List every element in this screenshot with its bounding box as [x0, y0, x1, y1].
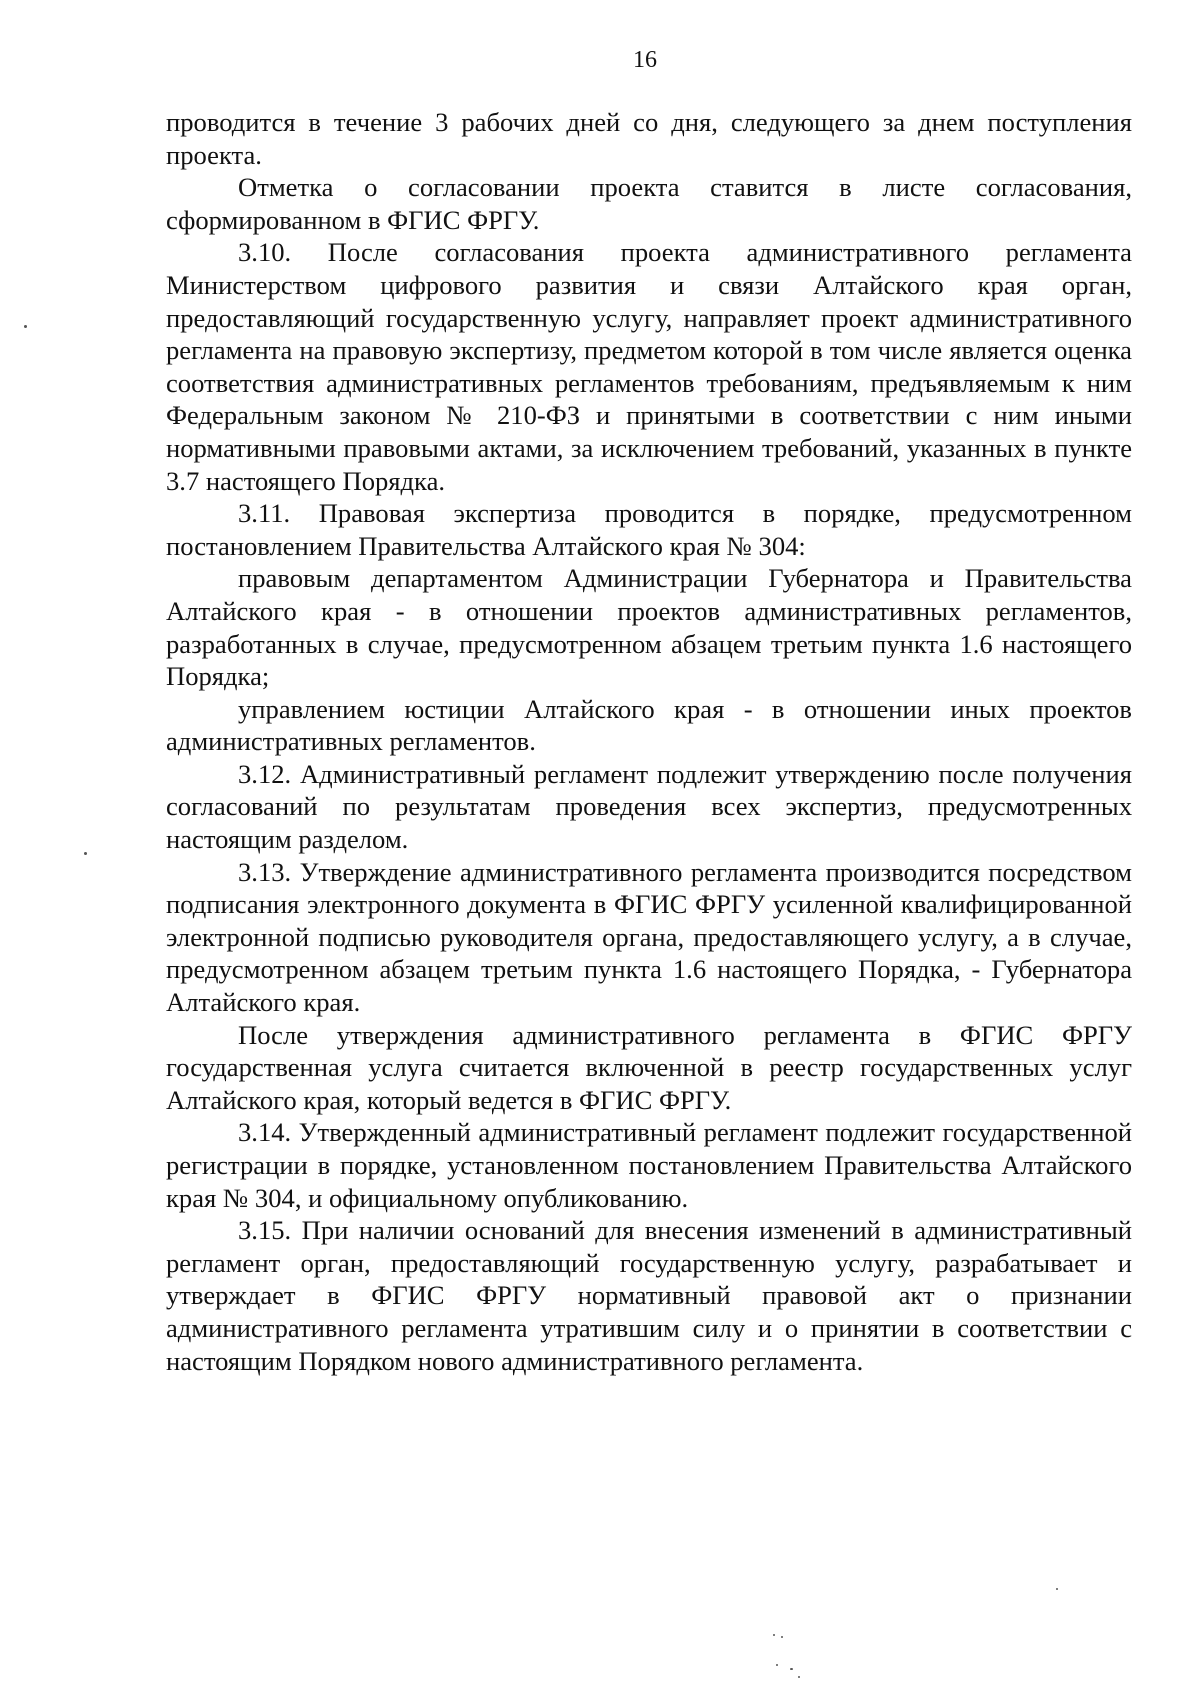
scan-speck [1056, 1588, 1058, 1590]
paragraph-section-3-11: 3.11. Правовая экспертиза проводится в порядке, предусмотренном постановлением Правительства Алтайского края № 304: [166, 498, 1132, 561]
page-number: 16 [633, 47, 657, 73]
paragraph-section-3-13-registry: После утверждения административного регламента в ФГИС ФРГУ государственная услуга считается включенной в реестр государственных услуг Алтайского края, который ведется в ФГИС ФРГУ. [166, 1019, 1132, 1115]
paragraph-section-3-10: 3.10. После согласования проекта административного регламента Министерством цифрового развития и связи Алтайского края орган, предоставляющий государственную услугу, направляет проект административного регламента на правовую экспертизу, предметом которой в том числе является оценка соответствия административных регламентов требованиям, предъявляемым к ним Федеральным законом № 210-ФЗ и принятыми в соответствии с ним иными нормативными правовыми актами, за исключением требований, указанных в пункте 3.7 настоящего Порядка. [166, 237, 1132, 496]
paragraph-section-3-11-justice-office: управлением юстиции Алтайского края - в отношении иных проектов административных регламентов. [166, 693, 1132, 757]
scan-speck [790, 1668, 793, 1670]
paragraph-approval-mark: Отметка о согласовании проекта ставится в листе согласования, сформированном в ФГИС ФРГУ. [166, 172, 1132, 235]
paragraph-section-3-13: 3.13. Утверждение административного регламента производится посредством подписания электронного документа в ФГИС ФРГУ усиленной квалифицированной электронной подписью руководителя органа, предоставляющего услугу, а в случае, предусмотренном абзацем третьим пункта 1.6 настоящего Порядка, - Губернатора Алтайского края. [166, 856, 1132, 1018]
scan-speck [776, 1664, 778, 1666]
paragraph-section-3-15: 3.15. При наличии оснований для внесения изменений в административный регламент орган, предоставляющий государственную услугу, разрабатывает и утверждает в ФГИС ФРГУ нормативный правовой акт о признании административного регламента утратившим силу и о принятии в соответствии с настоящим Порядком нового административного регламента. [166, 1215, 1132, 1376]
scan-speck [84, 852, 87, 855]
document-body [166, 106, 1132, 1377]
scan-speck [798, 1676, 800, 1678]
scan-speck [773, 1634, 775, 1636]
paragraph-section-3-12: 3.12. Административный регламент подлежит утверждению после получения согласований по результатам проведения всех экспертиз, предусмотренных настоящим разделом. [166, 758, 1132, 855]
paragraph-section-3-11-legal-department: правовым департаментом Администрации Губернатора и Правительства Алтайского края - в отношении проектов административных регламентов, разработанных в случае, предусмотренном абзацем третьим пункта 1.6 настоящего Порядка; [166, 563, 1132, 692]
scan-speck [781, 1636, 783, 1638]
scan-speck [24, 325, 27, 328]
paragraph-section-3-14: 3.14. Утвержденный административный регламент подлежит государственной регистрации в порядке, установленном постановлением Правительства Алтайского края № 304, и официальному опубликованию. [166, 1117, 1132, 1213]
paragraph-continuation: проводится в течение 3 рабочих дней со дня, следующего за днем поступления проекта. [166, 107, 1132, 170]
